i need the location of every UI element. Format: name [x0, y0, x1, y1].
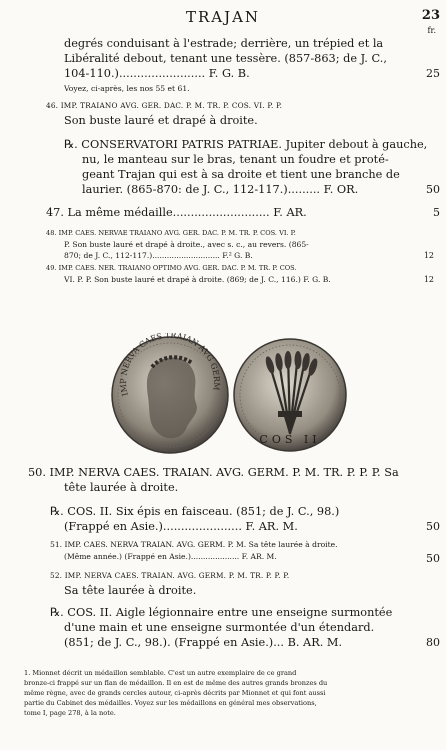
coin-obverse — [112, 333, 228, 453]
text-line: 47. La même médaille........................... F. AR. — [46, 206, 307, 219]
text-line: ℞. COS. II. Aigle légionnaire entre une enseigne surmontée — [50, 606, 393, 619]
text-line: bronze-ci frappé sur un flan de médaillon. Il en est de même des autres grands bronzes du — [24, 679, 328, 687]
text-line: 104-110.)........................ F. G. B. — [64, 67, 250, 80]
text-line: degrés conduisant à l'estrade; derrière, un trépied et la — [64, 37, 384, 50]
text-line: tome I, page 278, à la note. — [24, 709, 116, 717]
text-line: P. Son buste lauré et drapé à droite., avec s. c., au revers. (865- — [64, 240, 309, 249]
price-value: 5 — [433, 206, 440, 219]
text-line: 1. Mionnet décrit un médaillon semblable. C'est un autre exemplaire de ce grand — [24, 669, 297, 677]
text-line: partie du Cabinet des médailles. Voyez sur les médaillons en général mes observations, — [24, 699, 317, 707]
coin-obverse-legend: IMP NERVA CAES TRAIAN AVG GERM — [118, 333, 222, 397]
text-line: VI. P. P. Son buste lauré et drapé à droite. (869; de J. C., 116.) F. G. B. — [64, 275, 331, 284]
price-value: 50 — [426, 552, 440, 565]
coin-reverse — [234, 339, 346, 451]
text-line: 52. IMP. NERVA CAES. TRAIAN. AVG. GERM. P. M. TR. P. P. P. — [50, 571, 290, 580]
text-line: nu, le manteau sur le bras, tenant un foudre et proté- — [82, 153, 389, 166]
price-value: 12 — [423, 251, 434, 260]
running-title: TRAJAN — [185, 8, 261, 26]
text-line: 48. IMP. CAES. NERVAE TRAIANO AVG. GER. DAC. P. M. TR. P. COS. VI. P. — [46, 229, 296, 237]
text-line: 870; de J. C., 112-117.)............................ F.² G. B. — [64, 251, 253, 260]
text-line: 50. IMP. NERVA CAES. TRAIAN. AVG. GERM. P. M. TR. P. P. P. Sa — [28, 466, 399, 479]
price-value: 50 — [426, 520, 440, 533]
text-line: Son buste lauré et drapé à droite. — [64, 114, 258, 127]
text-line: (Frappé en Asie.)...................... F. AR. M. — [64, 520, 298, 533]
page-number: 23 — [421, 8, 440, 23]
text-line: laurier. (865-870: de J. C., 112-117.)......... F. OR. — [82, 183, 359, 196]
text-line: (851; de J. C., 98.). (Frappé en Asie.)... B. AR. M. — [64, 636, 343, 649]
text-line: Voyez, ci-après, les nos 55 et 61. — [64, 84, 190, 93]
text-line: 46. IMP. TRAIANO AVG. GER. DAC. P. M. TR. P. COS. VI. P. P. — [46, 101, 283, 110]
coin-reverse-legend: COS II — [259, 433, 321, 446]
price-value: 25 — [426, 67, 440, 80]
text-line: ℞. COS. II. Six épis en faisceau. (851; de J. C., 98.) — [50, 505, 340, 518]
price-value: 80 — [426, 636, 440, 649]
page-subscript: fr. — [427, 26, 436, 35]
text-line: même règne, avec de grands cercles autour, ci-après décrits par Mionnet et qui font aussi — [24, 689, 326, 697]
coin-illustration — [108, 333, 348, 461]
text-line: 51. IMP. CAES. NERVA TRAIAN. AVG. GERM. P. M. Sa tête laurée à droite. — [50, 540, 338, 549]
text-line: (Même année.) (Frappé en Asie.).................... F. AR. M. — [64, 552, 277, 561]
price-value: 50 — [426, 183, 440, 196]
price-value: 12 — [423, 275, 434, 284]
text-line: d'une main et une enseigne surmontée d'un étendard. — [64, 621, 375, 634]
text-line: Sa tête laurée à droite. — [64, 584, 197, 597]
text-line: geant Trajan qui est à sa droite et tient une branche de — [82, 168, 400, 181]
text-line: ℞. CONSERVATORI PATRIS PATRIAE. Jupiter debout à gauche, — [64, 138, 428, 151]
text-line: 49. IMP. CAES. NER. TRAIANO OPTIMO AVG. GER. DAC. P. M. TR. P. COS. — [46, 264, 297, 272]
text-line: Libéralité debout, tenant une tessère. (857-863; de J. C., — [64, 52, 387, 65]
text-line: tête laurée à droite. — [64, 481, 179, 494]
